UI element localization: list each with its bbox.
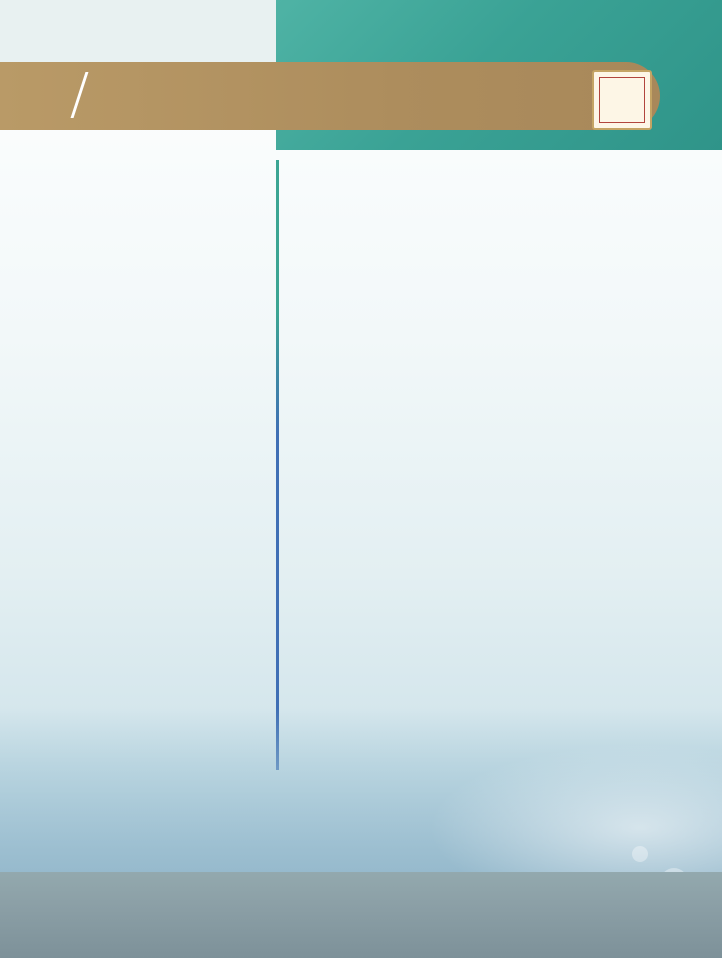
top-left-decorative-band: [0, 0, 276, 62]
title-bar: [0, 62, 660, 130]
seal-text: [599, 77, 645, 123]
seal-stamp: [592, 70, 652, 130]
bottom-photo: [0, 708, 722, 958]
timeline-axis: [276, 160, 279, 770]
ground: [0, 872, 722, 958]
